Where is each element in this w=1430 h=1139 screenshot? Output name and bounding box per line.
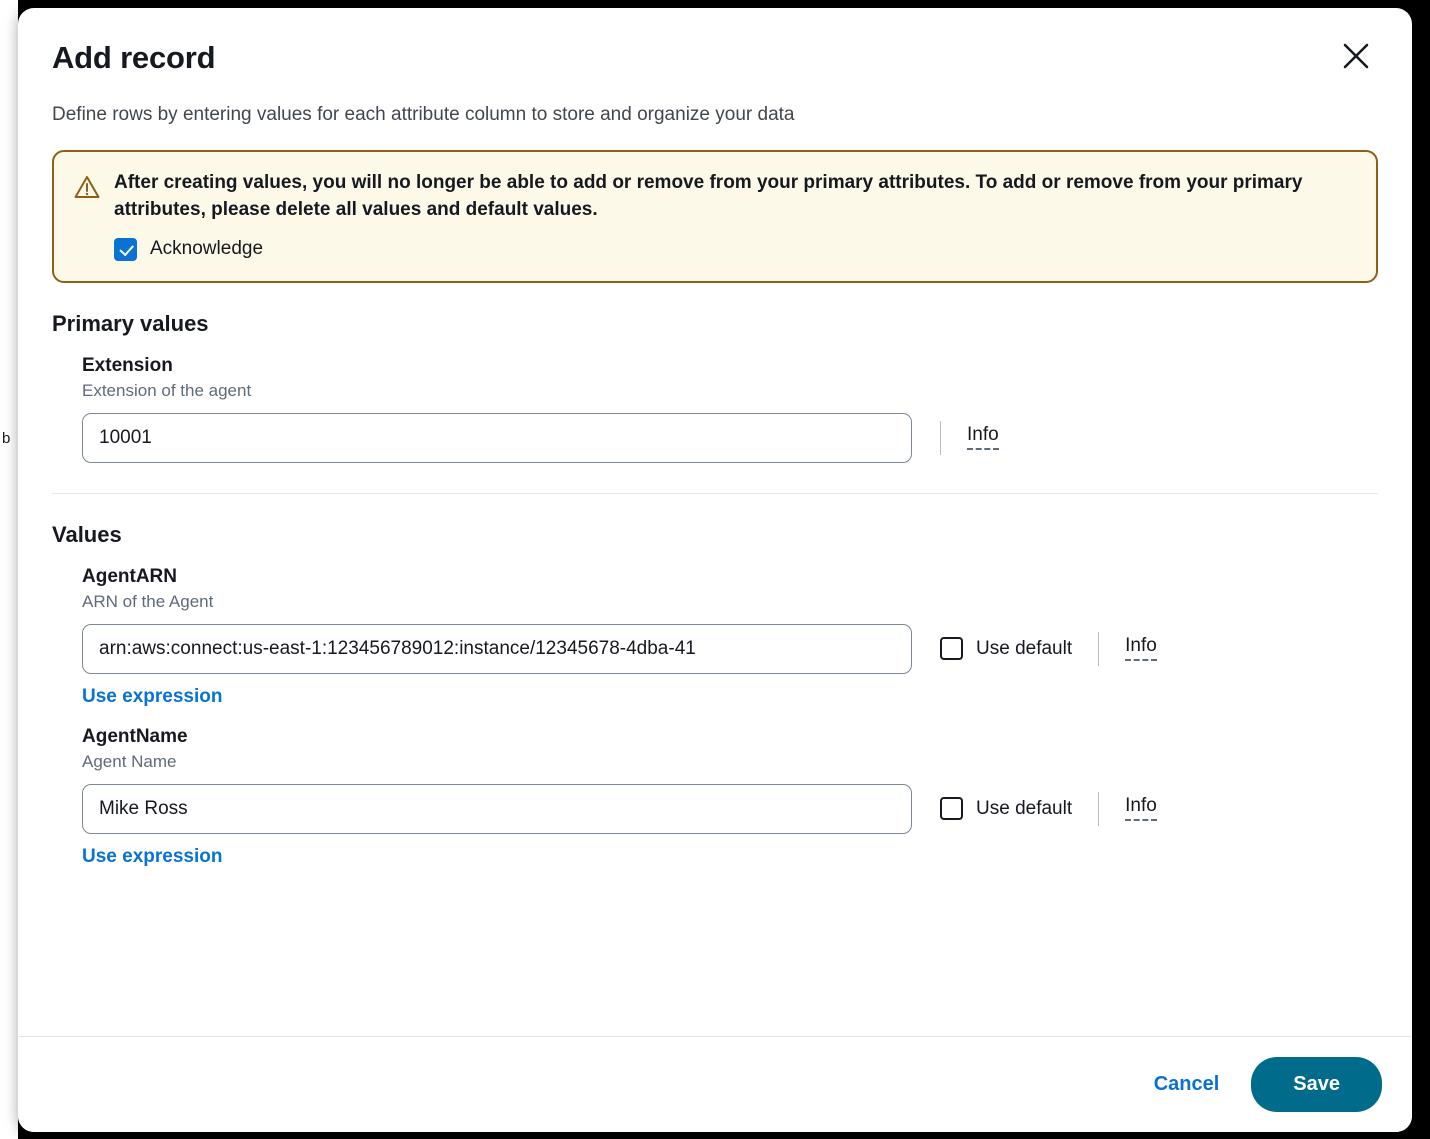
use-default-label-agentname: Use default <box>976 797 1073 819</box>
extension-input[interactable] <box>82 413 912 463</box>
modal-body <box>18 8 1412 1036</box>
divider <box>1098 792 1099 826</box>
modal-footer <box>18 1036 1412 1132</box>
agentarn-input[interactable] <box>82 624 912 674</box>
page-behind-modal <box>0 0 18 1139</box>
info-link-agentname[interactable]: Info <box>1125 796 1157 821</box>
acknowledge-row <box>114 238 1356 261</box>
warning-glyph <box>74 174 100 200</box>
side-controls-agentname <box>940 792 1157 826</box>
section-divider <box>52 493 1378 494</box>
divider <box>940 421 941 455</box>
primary-values-section-title: Primary values <box>52 310 209 336</box>
field-label-agentarn: AgentARN <box>82 565 177 587</box>
modal-header <box>52 34 1378 78</box>
use-default-agentarn[interactable] <box>940 637 1098 660</box>
side-controls-extension <box>940 421 999 455</box>
field-description-extension: Extension of the agent <box>82 380 252 400</box>
alert-message: After creating values, you will no longer be able to add or remove from your primary attributes. To add or remove from your primary attributes, please delete all values and default values. <box>114 171 1303 220</box>
save-button[interactable]: Save <box>1251 1057 1382 1112</box>
cancel-button[interactable]: Cancel <box>1132 1059 1242 1110</box>
add-record-modal <box>18 8 1412 1132</box>
use-default-agentname[interactable] <box>940 797 1098 820</box>
divider <box>1098 632 1099 666</box>
field-label-agentname: AgentName <box>82 725 188 747</box>
use-expression-agentarn[interactable]: Use expression <box>82 685 223 707</box>
acknowledge-label: Acknowledge <box>150 238 264 260</box>
info-link-agentarn[interactable]: Info <box>1125 636 1157 661</box>
acknowledge-checkbox[interactable] <box>114 238 137 261</box>
values-section-title: Values <box>52 521 122 547</box>
close-glyph <box>1339 39 1373 73</box>
field-description-agentarn: ARN of the Agent <box>82 591 214 611</box>
warning-icon <box>74 174 100 261</box>
modal-subtitle: Define rows by entering values for each attribute column to store and organize your data <box>52 104 795 125</box>
field-label-extension: Extension <box>82 354 173 376</box>
field-agentarn <box>82 566 1378 708</box>
background-ghost-text: b <box>2 430 11 447</box>
input-row-extension <box>82 413 1378 463</box>
alert-content <box>114 170 1356 261</box>
use-default-checkbox-agentname[interactable] <box>940 797 963 820</box>
input-row-agentarn <box>82 624 1378 674</box>
side-controls-agentarn <box>940 632 1157 666</box>
page-title: Add record <box>52 40 216 75</box>
agentname-input[interactable] <box>82 784 912 834</box>
field-extension <box>82 355 1378 463</box>
field-agentname <box>82 726 1378 868</box>
input-row-agentname <box>82 784 1378 834</box>
use-expression-agentname[interactable]: Use expression <box>82 845 223 867</box>
warning-alert <box>52 150 1378 283</box>
use-default-checkbox-agentarn[interactable] <box>940 637 963 660</box>
field-description-agentname: Agent Name <box>82 751 177 771</box>
use-default-label-agentarn: Use default <box>976 637 1073 659</box>
close-icon[interactable] <box>1334 34 1378 78</box>
info-link-extension[interactable]: Info <box>967 425 999 450</box>
